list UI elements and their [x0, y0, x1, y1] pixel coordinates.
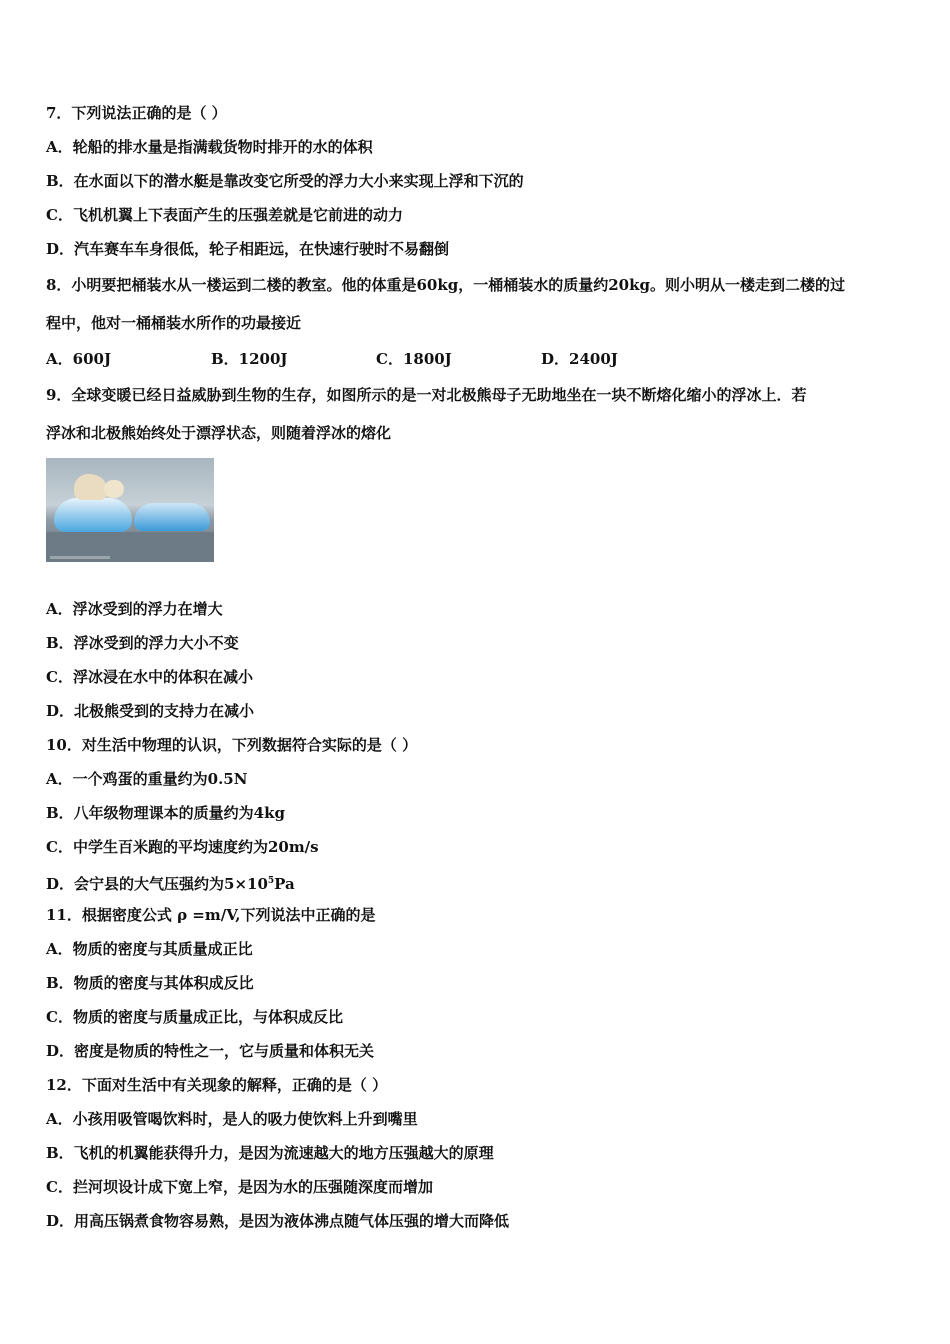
q10-option-d: [46, 864, 916, 898]
q12-option-b: B．飞机的机翼能获得升力，是因为流速越大的地方压强越大的原理: [46, 1144, 494, 1162]
photo-polar-bear-mother: [74, 474, 108, 500]
q11-stem: 11．根据密度公式 ρ =m/V,下列说法中正确的是: [46, 906, 376, 924]
q11-option-d: D．密度是物质的特性之一，它与质量和体积无关: [46, 1042, 375, 1060]
q10-option-c: C．中学生百米跑的平均速度约为20m/s: [46, 838, 319, 856]
q8-stem-line2: 程中，他对一桶桶装水所作的功最接近: [46, 314, 302, 332]
q9-option-d: D．北极熊受到的支持力在减小: [46, 702, 255, 720]
q11-option-a: A．物质的密度与其质量成正比: [46, 940, 253, 958]
q9-option-a: A．浮冰受到的浮力在增大: [46, 600, 223, 618]
q12-option-a: A．小孩用吸管喝饮料时，是人的吸力使饮料上升到嘴里: [46, 1110, 418, 1128]
q7-option-b: B．在水面以下的潜水艇是靠改变它所受的浮力大小来实现上浮和下沉的: [46, 172, 524, 190]
q8-stem-line1: 8．小明要把桶装水从一楼运到二楼的教室。他的体重是60kg，一桶桶装水的质量约20kg。则小明从一楼走到二楼的过: [46, 276, 845, 294]
photo-polar-bear-cub: [104, 480, 124, 498]
q7-option-d: D．汽车赛车车身很低，轮子相距远，在快速行驶时不易翻倒: [46, 240, 450, 258]
q8-options: [46, 342, 916, 376]
photo-caption-mark: [50, 556, 110, 559]
q11-option-c: C．物质的密度与质量成正比，与体积成反比: [46, 1008, 343, 1026]
q12-option-c: C．拦河坝设计成下宽上窄，是因为水的压强随深度而增加: [46, 1178, 433, 1196]
q7-stem: 7．下列说法正确的是（ ）: [46, 104, 227, 122]
q10-option-d-exponent: 5: [267, 876, 275, 886]
exam-page: [46, 96, 916, 1238]
q10-option-d-text: D．会宁县的大气压强约为5×10: [46, 875, 268, 893]
q8-option-a: A．600J: [46, 350, 112, 368]
polar-bear-photo: [46, 458, 214, 562]
q7-option-c: C．飞机机翼上下表面产生的压强差就是它前进的动力: [46, 206, 403, 224]
q10-option-b: B．八年级物理课本的质量约为4kg: [46, 804, 285, 822]
q8-option-b: B．1200J: [211, 350, 288, 368]
q9-stem-line2: 浮冰和北极熊始终处于漂浮状态，则随着浮冰的熔化: [46, 424, 392, 442]
q8-option-d: D．2400J: [541, 350, 618, 368]
q12-option-d: D．用高压锅煮食物容易熟，是因为液体沸点随气体压强的增大而降低: [46, 1212, 510, 1230]
photo-ice-floe-right: [134, 503, 210, 531]
q10-option-a: A．一个鸡蛋的重量约为0.5N: [46, 770, 248, 788]
q11-option-b: B．物质的密度与其体积成反比: [46, 974, 254, 992]
q9-option-c: C．浮冰浸在水中的体积在减小: [46, 668, 253, 686]
photo-ice-floe-left: [54, 498, 132, 532]
q12-stem: 12．下面对生活中有关现象的解释，正确的是（ ）: [46, 1076, 388, 1094]
q10-stem: 10．对生活中物理的认识，下列数据符合实际的是（ ）: [46, 736, 418, 754]
q9-stem-line1: 9．全球变暖已经日益威胁到生物的生存，如图所示的是一对北极熊母子无助地坐在一块不断熔化缩小的浮冰上．若: [46, 386, 807, 404]
q8-option-c: C．1800J: [376, 350, 452, 368]
q9-option-b: B．浮冰受到的浮力大小不变: [46, 634, 239, 652]
q10-option-d-unit: Pa: [274, 875, 295, 893]
q7-option-a: A．轮船的排水量是指满载货物时排开的水的体积: [46, 138, 373, 156]
